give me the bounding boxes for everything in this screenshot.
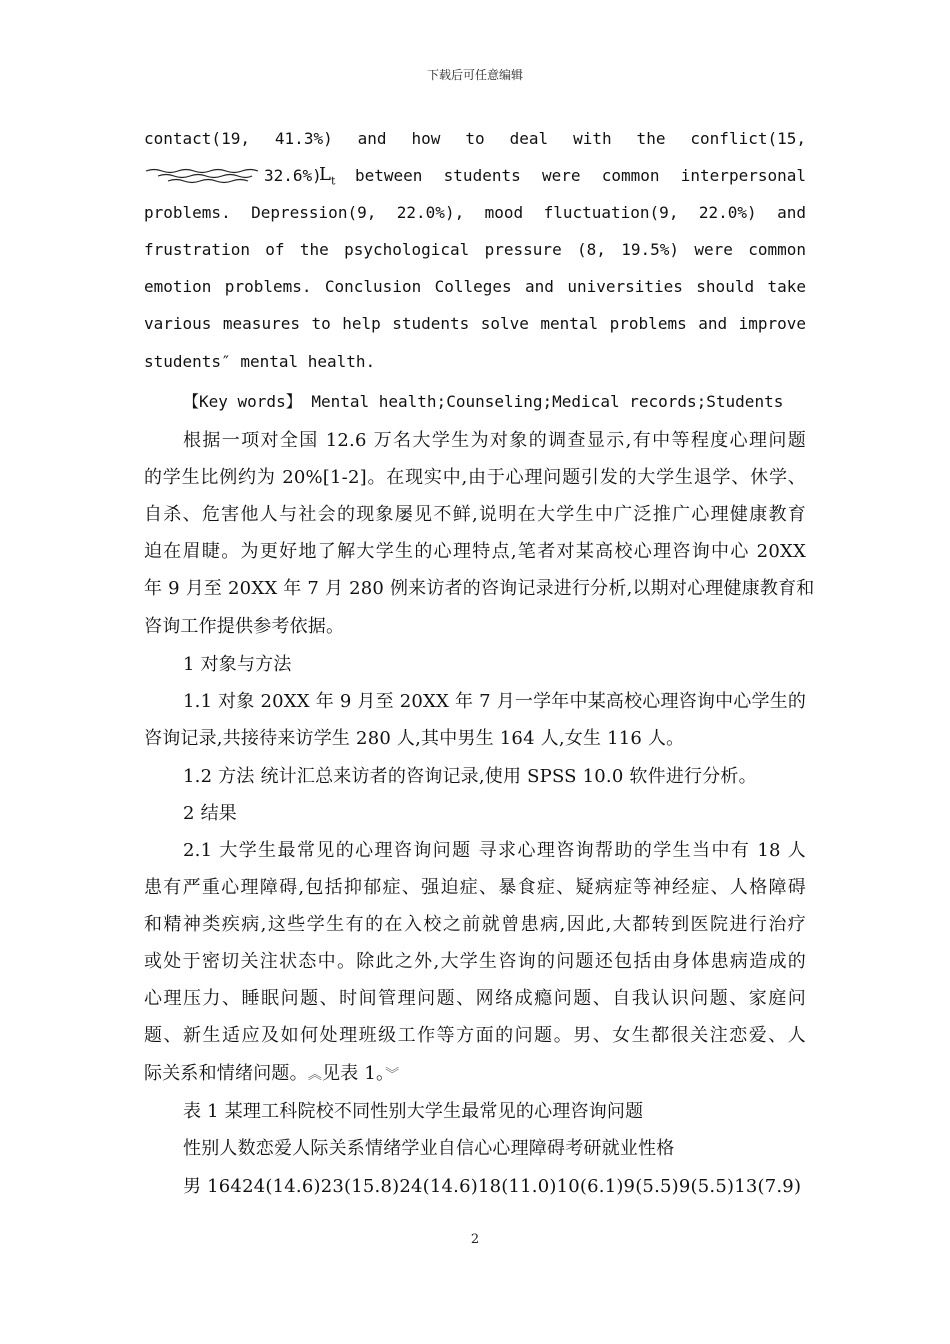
body-line: 年 9 月至 20XX 年 7 月 280 例来访者的咨询记录进行分析,以期对心理健康教育和 <box>144 578 815 599</box>
body-line: 题、新生适应及如何处理班级工作等方面的问题。男、女生都很关注恋爱、人 <box>144 1025 806 1046</box>
table-header-row: 性别人数恋爱人际关系情绪学业自信心心理障碍考研就业性格 <box>183 1138 675 1159</box>
body-line: 际关系和情绪问题。︽见表 1。︾ <box>144 1063 400 1084</box>
abstract-line: students″ mental health. <box>144 352 376 371</box>
body-line: 患有严重心理障碍,包括抑郁症、强迫症、暴食症、疑病症等神经症、人格障碍 <box>144 877 806 898</box>
page-number: 2 <box>470 1232 480 1247</box>
page-header: 下载后可任意编辑 <box>426 68 523 82</box>
body-line: 心理压力、睡眠问题、时间管理问题、网络成瘾问题、自我认识问题、家庭问 <box>144 988 806 1009</box>
abstract-line: between students were common interpersonal <box>355 166 806 185</box>
body-line: 和精神类疾病,这些学生有的在入校之前就曾患病,因此,大都转到医院进行治疗 <box>144 914 806 935</box>
section-heading: 2 结果 <box>183 803 237 824</box>
body-line: 咨询记录,共接待来访学生 280 人,其中男生 164 人,女生 116 人。 <box>144 728 685 749</box>
body-line: 2.1 大学生最常见的心理咨询问题 寻求心理咨询帮助的学生当中有 18 人 <box>183 840 806 861</box>
close-mark: ︾ <box>385 1067 400 1083</box>
body-line: 1.2 方法 统计汇总来访者的咨询记录,使用 SPSS 10.0 软件进行分析。 <box>183 766 757 787</box>
abstract-line: various measures to help students solve mental problems and improve <box>144 314 806 333</box>
abstract-line: emotion problems. Conclusion Colleges and universities should take <box>144 277 806 296</box>
abstract-line: 32.6%) <box>264 166 322 185</box>
body-line: 迫在眉睫。为更好地了解大学生的心理特点,笔者对某高校心理咨询中心 20XX <box>144 541 806 562</box>
table-row: 男 16424(14.6)23(15.8)24(14.6)18(11.0)10(6.1)9(5.5)9(5.5)13(7.9) <box>183 1176 802 1197</box>
table-caption: 表 1 某理工科院校不同性别大学生最常见的心理咨询问题 <box>183 1101 644 1122</box>
section-heading: 1 对象与方法 <box>183 654 292 675</box>
body-line: 或处于密切关注状态中。除此之外,大学生咨询的问题还包括由身体患病造成的 <box>144 951 806 972</box>
body-line: 1.1 对象 20XX 年 9 月至 20XX 年 7 月一学年中某高校心理咨询中心学生的 <box>183 691 807 712</box>
body-line: 根据一项对全国 12.6 万名大学生为对象的调查显示,有中等程度心理问题 <box>183 430 806 451</box>
artifact-glyph: $L_t$ <box>319 164 336 188</box>
wavy-underline-mark <box>144 167 264 187</box>
abstract-line: frustration of the psychological pressure (8, 19.5%) were common <box>144 240 806 259</box>
body-line: 咨询工作提供参考依据。 <box>144 616 345 637</box>
open-mark: ︽ <box>307 1067 323 1083</box>
abstract-line: problems. Depression(9, 22.0%), mood fluctuation(9, 22.0%) and <box>144 203 806 222</box>
body-line: 的学生比例约为 20%[1-2]。在现实中,由于心理问题引发的大学生退学、休学、 <box>144 467 806 488</box>
keywords-line: 【Key words】 Mental health;Counseling;Medical records;Students <box>183 392 784 411</box>
abstract-line: contact(19, 41.3%) and how to deal with the conflict(15, <box>144 129 806 148</box>
body-line: 自杀、危害他人与社会的现象屡见不鲜,说明在大学生中广泛推广心理健康教育 <box>144 504 806 525</box>
